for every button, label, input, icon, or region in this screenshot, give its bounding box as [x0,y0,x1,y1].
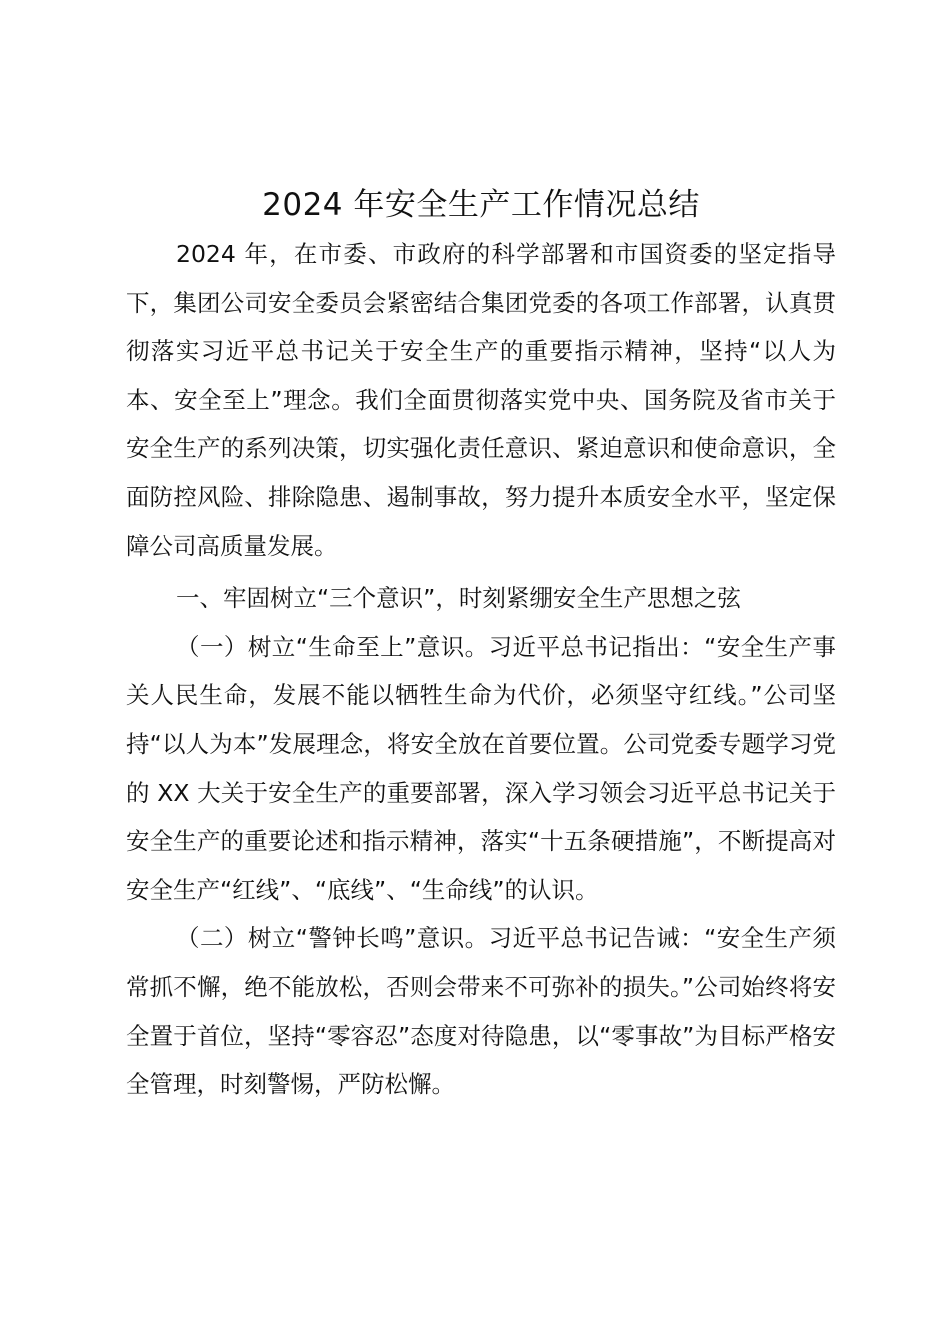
subsection-paragraph-2: （二）树立“警钟长鸣”意识。习近平总书记告诫：“安全生产须常抓不懈，绝不能放松，否则会带来不可弥补的损失。”公司始终将安全置于首位，坚持“零容忍”态度对待隐患，以“零事故”为目标严格安全管理，时刻警惕，严防松懈。 [126,924,836,1099]
subsection-paragraph-1: （一）树立“生命至上”意识。习近平总书记指出：“安全生产事关人民生命，发展不能以牺牲生命为代价，必须坚守红线。”公司坚持“以人为本”发展理念，将安全放在首要位置。公司党委专题学习党的 XX 大关于安全生产的重要部署，深入学习领会习近平总书记关于安全生产的重要论述和指示精神，落实“十五条硬措施”，不断提高对安全生产“红线”、“底线”、“生命线”的认识。 [126,632,836,904]
document-body [126,180,836,1109]
intro-paragraph: 2024 年，在市委、市政府的科学部署和市国资委的坚定指导下，集团公司安全委员会紧密结合集团党委的各项工作部署，认真贯彻落实习近平总书记关于安全生产的重要指示精神，坚持“以人为本、安全至上”理念。我们全面贯彻落实党中央、国务院及省市关于安全生产的系列决策，切实强化责任意识、紧迫意识和使命意识，全面防控风险、排除隐患、遏制事故，努力提升本质安全水平，坚定保障公司高质量发展。 [126,240,836,560]
document-title: 2024 年安全生产工作情况总结 [262,187,700,223]
section-heading: 一、牢固树立“三个意识”，时刻紧绷安全生产思想之弦 [176,584,741,613]
